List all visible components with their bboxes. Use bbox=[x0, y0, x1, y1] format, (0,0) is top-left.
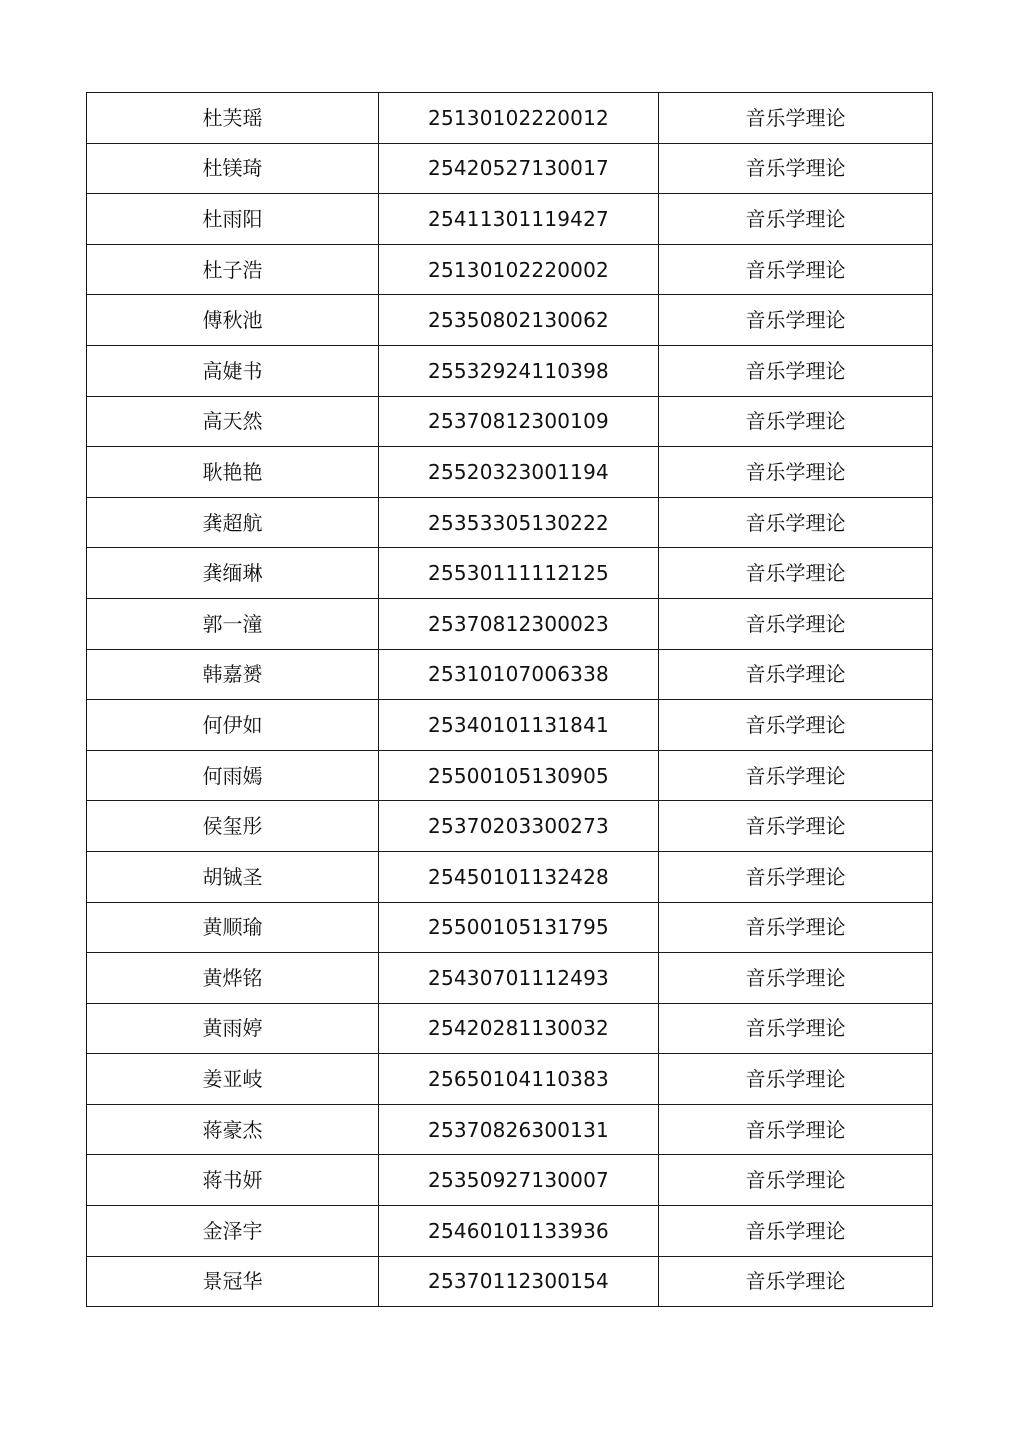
candidate-id-cell: 25350802130062 bbox=[379, 295, 659, 346]
major-cell: 音乐学理论 bbox=[659, 750, 933, 801]
candidate-id-cell: 25130102220002 bbox=[379, 244, 659, 295]
name-cell: 黄雨婷 bbox=[87, 1003, 379, 1054]
candidate-id-cell: 25530111112125 bbox=[379, 548, 659, 599]
name-cell: 耿艳艳 bbox=[87, 447, 379, 498]
candidate-id-cell: 25411301119427 bbox=[379, 194, 659, 245]
major-cell: 音乐学理论 bbox=[659, 1003, 933, 1054]
major-cell: 音乐学理论 bbox=[659, 953, 933, 1004]
candidate-id-cell: 25520323001194 bbox=[379, 447, 659, 498]
table-row bbox=[87, 851, 933, 902]
name-cell: 姜亚岐 bbox=[87, 1054, 379, 1105]
major-cell: 音乐学理论 bbox=[659, 598, 933, 649]
name-cell: 龚缅琳 bbox=[87, 548, 379, 599]
table-row bbox=[87, 1206, 933, 1257]
table-row bbox=[87, 244, 933, 295]
name-cell: 杜镁琦 bbox=[87, 143, 379, 194]
major-cell: 音乐学理论 bbox=[659, 345, 933, 396]
major-cell: 音乐学理论 bbox=[659, 649, 933, 700]
major-cell: 音乐学理论 bbox=[659, 548, 933, 599]
name-cell: 侯玺彤 bbox=[87, 801, 379, 852]
candidate-id-cell: 25420527130017 bbox=[379, 143, 659, 194]
candidate-id-cell: 25420281130032 bbox=[379, 1003, 659, 1054]
candidate-id-cell: 25500105130905 bbox=[379, 750, 659, 801]
major-cell: 音乐学理论 bbox=[659, 447, 933, 498]
major-cell: 音乐学理论 bbox=[659, 396, 933, 447]
table-row bbox=[87, 750, 933, 801]
document-page bbox=[86, 92, 929, 1307]
name-cell: 黄顺瑜 bbox=[87, 902, 379, 953]
name-cell: 景冠华 bbox=[87, 1256, 379, 1307]
major-cell: 音乐学理论 bbox=[659, 902, 933, 953]
candidate-id-cell: 25130102220012 bbox=[379, 93, 659, 144]
table-row bbox=[87, 1003, 933, 1054]
name-cell: 蒋书妍 bbox=[87, 1155, 379, 1206]
major-cell: 音乐学理论 bbox=[659, 700, 933, 751]
candidate-id-cell: 25450101132428 bbox=[379, 851, 659, 902]
table-row bbox=[87, 93, 933, 144]
major-cell: 音乐学理论 bbox=[659, 194, 933, 245]
table-row bbox=[87, 548, 933, 599]
table-row bbox=[87, 194, 933, 245]
candidate-id-cell: 25350927130007 bbox=[379, 1155, 659, 1206]
candidate-id-cell: 25370812300023 bbox=[379, 598, 659, 649]
major-cell: 音乐学理论 bbox=[659, 244, 933, 295]
name-cell: 杜子浩 bbox=[87, 244, 379, 295]
name-cell: 蒋豪杰 bbox=[87, 1104, 379, 1155]
table-row bbox=[87, 1104, 933, 1155]
candidate-id-cell: 25340101131841 bbox=[379, 700, 659, 751]
table-row bbox=[87, 143, 933, 194]
table-row bbox=[87, 649, 933, 700]
name-cell: 胡铖圣 bbox=[87, 851, 379, 902]
table-body bbox=[87, 93, 933, 1307]
name-cell: 韩嘉赟 bbox=[87, 649, 379, 700]
major-cell: 音乐学理论 bbox=[659, 295, 933, 346]
name-cell: 高婕书 bbox=[87, 345, 379, 396]
major-cell: 音乐学理论 bbox=[659, 497, 933, 548]
candidate-id-cell: 25650104110383 bbox=[379, 1054, 659, 1105]
table-row bbox=[87, 447, 933, 498]
candidate-id-cell: 25370826300131 bbox=[379, 1104, 659, 1155]
name-cell: 龚超航 bbox=[87, 497, 379, 548]
major-cell: 音乐学理论 bbox=[659, 1054, 933, 1105]
candidate-id-cell: 25370812300109 bbox=[379, 396, 659, 447]
major-cell: 音乐学理论 bbox=[659, 1155, 933, 1206]
table-row bbox=[87, 700, 933, 751]
table-row bbox=[87, 1256, 933, 1307]
candidate-id-cell: 25460101133936 bbox=[379, 1206, 659, 1257]
candidate-id-cell: 25500105131795 bbox=[379, 902, 659, 953]
name-cell: 黄烨铭 bbox=[87, 953, 379, 1004]
candidate-id-cell: 25430701112493 bbox=[379, 953, 659, 1004]
major-cell: 音乐学理论 bbox=[659, 851, 933, 902]
candidate-id-cell: 25370203300273 bbox=[379, 801, 659, 852]
table-row bbox=[87, 598, 933, 649]
name-cell: 郭一潼 bbox=[87, 598, 379, 649]
name-cell: 高天然 bbox=[87, 396, 379, 447]
name-cell: 何雨嫣 bbox=[87, 750, 379, 801]
major-cell: 音乐学理论 bbox=[659, 1256, 933, 1307]
table-row bbox=[87, 295, 933, 346]
name-cell: 杜雨阳 bbox=[87, 194, 379, 245]
name-cell: 何伊如 bbox=[87, 700, 379, 751]
candidate-id-cell: 25532924110398 bbox=[379, 345, 659, 396]
major-cell: 音乐学理论 bbox=[659, 801, 933, 852]
candidate-id-cell: 25310107006338 bbox=[379, 649, 659, 700]
table-row bbox=[87, 1054, 933, 1105]
table-row bbox=[87, 1155, 933, 1206]
table-row bbox=[87, 497, 933, 548]
name-cell: 金泽宇 bbox=[87, 1206, 379, 1257]
table-row bbox=[87, 345, 933, 396]
admission-list-table bbox=[86, 92, 933, 1307]
major-cell: 音乐学理论 bbox=[659, 93, 933, 144]
name-cell: 傅秋池 bbox=[87, 295, 379, 346]
table-row bbox=[87, 953, 933, 1004]
table-row bbox=[87, 396, 933, 447]
major-cell: 音乐学理论 bbox=[659, 1104, 933, 1155]
table-row bbox=[87, 902, 933, 953]
candidate-id-cell: 25353305130222 bbox=[379, 497, 659, 548]
name-cell: 杜芙瑶 bbox=[87, 93, 379, 144]
major-cell: 音乐学理论 bbox=[659, 1206, 933, 1257]
table-row bbox=[87, 801, 933, 852]
major-cell: 音乐学理论 bbox=[659, 143, 933, 194]
candidate-id-cell: 25370112300154 bbox=[379, 1256, 659, 1307]
